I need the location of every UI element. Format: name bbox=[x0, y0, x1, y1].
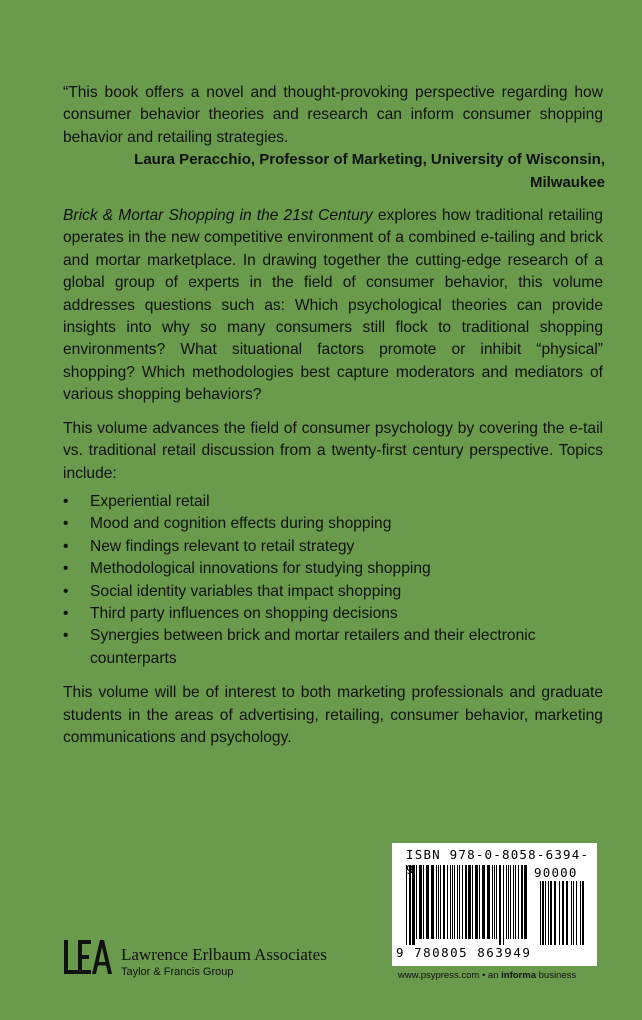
barcode-bar bbox=[457, 865, 458, 939]
barcode-addon-bar bbox=[576, 881, 577, 945]
topic-item: • New findings relevant to retail strategy bbox=[63, 536, 603, 558]
barcode-addon-bar bbox=[566, 881, 568, 945]
barcode-bar bbox=[508, 865, 509, 939]
barcode-bar bbox=[468, 865, 471, 939]
barcode-addon-bar bbox=[542, 881, 544, 945]
barcode-addon-number: 90000 bbox=[534, 865, 578, 880]
topic-item: • Methodological innovations for studying shopping bbox=[63, 558, 603, 580]
barcode-bar bbox=[438, 865, 439, 939]
barcode-bar bbox=[454, 865, 455, 939]
barcode-digits: 9 780805 863949 bbox=[396, 945, 532, 960]
barcode-bar bbox=[440, 865, 441, 939]
barcode-bar bbox=[450, 865, 451, 939]
isbn-label: ISBN 978-0-8058-6394- bbox=[406, 847, 590, 862]
barcode-addon-bar bbox=[559, 881, 560, 945]
barcode-addon-bar bbox=[545, 881, 546, 945]
description-body: explores how traditional retailing operates in the new competitive environment of a combined e-tailing and brick and mortar marketplace. In drawing together the cutting-edge research of a global group of experts in the field of consumer behavior, this volume addresses questions such as: Which psychological theories can provide insights into why so many consumers still flock to traditional shopping environments? What situational factors promote or inhibit “physical” shopping? Which methodologies best capture moderators and mediators of various shopping behaviors? bbox=[63, 207, 603, 404]
barcode-bar bbox=[479, 865, 480, 939]
topic-item: • Experiential retail bbox=[63, 491, 603, 513]
topic-item: • Third party influences on shopping decisions bbox=[63, 603, 603, 625]
barcode-bar bbox=[462, 865, 463, 939]
barcode-bar bbox=[406, 865, 407, 945]
tagline-brand: informa bbox=[501, 970, 536, 981]
barcode-bar bbox=[524, 865, 527, 939]
publisher-imprint bbox=[63, 936, 327, 978]
barcode-bar bbox=[431, 865, 434, 939]
barcode-bar bbox=[452, 865, 453, 939]
advance-paragraph: This volume advances the field of consumer psychology by covering the e-tail vs. traditional retail discussion from a twenty-first century perspective. Topics include: bbox=[63, 419, 603, 482]
barcode-addon-bar bbox=[580, 881, 581, 945]
topic-item: • Social identity variables that impact shopping bbox=[63, 581, 603, 603]
barcode-bar bbox=[506, 865, 507, 939]
description-paragraph bbox=[63, 205, 603, 407]
barcode-bar bbox=[513, 865, 514, 939]
barcode-bar bbox=[521, 865, 523, 939]
barcode-addon-bar bbox=[582, 881, 584, 945]
barcode-bar bbox=[412, 865, 415, 945]
barcode-addon-bar bbox=[540, 881, 541, 945]
barcode-addon-bar bbox=[548, 881, 549, 945]
endorsement-quote: “This book offers a novel and thought-provoking perspective regarding how consumer behavior theories and research can inform consumer shopping behavior and retailing strategies. bbox=[63, 84, 603, 146]
barcode-addon-bar bbox=[562, 881, 564, 945]
barcode-bar bbox=[443, 865, 445, 939]
topic-item: • Synergies between brick and mortar retailers and their electronic counterparts bbox=[63, 625, 603, 670]
audience-paragraph: This volume will be of interest to both marketing professionals and graduate students in the areas of advertising, retailing, consumer behavior, marketing communications and psychology. bbox=[63, 684, 603, 746]
barcode-bar bbox=[496, 865, 497, 939]
barcode-bar bbox=[472, 865, 473, 939]
book-title: Brick & Mortar Shopping in the 21st Century bbox=[63, 207, 373, 225]
publisher-footer bbox=[398, 970, 576, 981]
topic-item: • Mood and cognition effects during shopping bbox=[63, 513, 603, 535]
website-link[interactable]: www.psypress.com bbox=[398, 970, 480, 981]
tagline-suffix: business bbox=[535, 970, 577, 981]
barcode-bar bbox=[515, 865, 516, 939]
lea-logo-icon bbox=[63, 938, 113, 978]
footer-separator: • bbox=[481, 970, 486, 981]
barcode-bar bbox=[492, 865, 493, 939]
barcode-bar bbox=[423, 865, 424, 939]
barcode-bar bbox=[409, 865, 411, 945]
barcode-bars bbox=[406, 865, 588, 947]
barcode-bar bbox=[416, 865, 417, 939]
barcode-addon-bar bbox=[554, 881, 556, 945]
publisher-group: Taylor & Francis Group bbox=[121, 966, 234, 978]
barcode-bar bbox=[436, 865, 437, 939]
barcode-bar bbox=[510, 865, 511, 939]
barcode-bar bbox=[475, 865, 478, 939]
barcode-bar bbox=[465, 865, 467, 939]
barcode-bar bbox=[459, 865, 460, 939]
barcode-bar bbox=[503, 865, 504, 945]
barcode-bar bbox=[518, 865, 519, 939]
endorsement-attribution: Laura Peracchio, Professor of Marketing, University of Wisconsin, Milwaukee bbox=[134, 151, 605, 191]
barcode-addon-bar bbox=[571, 881, 572, 945]
barcode-bar bbox=[426, 865, 429, 939]
blurb-text bbox=[63, 82, 603, 749]
barcode-bar bbox=[487, 865, 490, 939]
barcode-bar bbox=[499, 865, 501, 945]
barcode-addon-bar bbox=[550, 881, 552, 945]
publisher-name: Lawrence Erlbaum Associates bbox=[121, 945, 327, 964]
tagline-prefix: an bbox=[487, 970, 502, 981]
barcode-bar bbox=[482, 865, 485, 939]
barcode-bar bbox=[419, 865, 422, 939]
topics-list bbox=[63, 491, 603, 670]
barcode-bar bbox=[447, 865, 448, 939]
isbn-barcode bbox=[392, 843, 597, 966]
barcode-bar bbox=[494, 865, 495, 939]
barcode-addon-bar bbox=[573, 881, 574, 945]
